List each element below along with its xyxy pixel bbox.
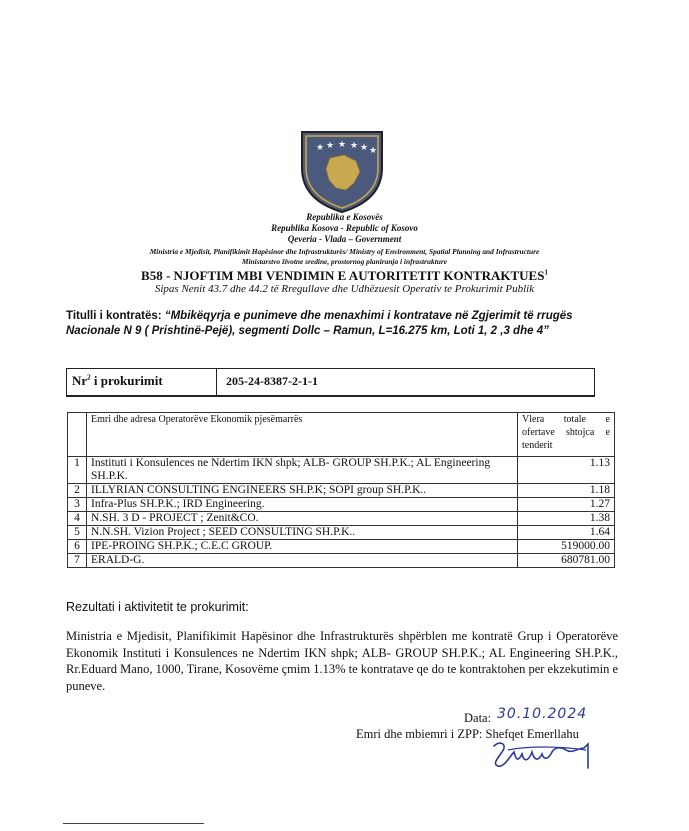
header-offer-value: Vlera totale e ofertave shtojca e tenderit	[518, 413, 615, 457]
table-row	[68, 498, 615, 512]
contract-title-text: “Mbikëqyrja e punimeve dhe menaxhimi i kontratave në Zgjerimit të rrugës Nacionale N 9 ( Prishtinë-Pejë), segmenti Dollc – Ramun, L=16.275 km, Loti 1, 2 ,3 dhe 4”	[66, 310, 573, 337]
operator-name: IPE-PROING SH.P.K.; C.E.C GROUP.	[87, 540, 518, 554]
operator-name: N.SH. 3 D - PROJECT ; Zenit&CO.	[87, 512, 518, 526]
nr-prefix: Nr	[72, 373, 88, 388]
header-republic-multilang: Republika Kosova - Republic of Kosovo	[271, 223, 418, 233]
offer-value: 1.64	[518, 526, 615, 540]
rules-reference: Sipas Nenit 43.7 dhe 44.2 të Rregullave dhe Udhëzuesit Operativ te Prokurimit Publik	[154, 283, 535, 295]
offer-value: 519000.00	[518, 540, 615, 554]
svg-text:★: ★	[325, 141, 335, 151]
handwritten-date: 30.10.2024	[497, 706, 588, 722]
header-operator-name: Emri dhe adresa Operatorëve Ekonomik pjesëmarrës	[87, 413, 518, 457]
svg-text:★: ★	[359, 143, 369, 153]
result-label: Rezultati i aktivitetit te prokurimit:	[66, 600, 249, 614]
footnote-separator	[63, 823, 204, 824]
table-row	[68, 554, 615, 568]
row-number: 5	[68, 526, 87, 540]
kosovo-coat-of-arms-icon	[296, 128, 388, 214]
date-label: Data:	[464, 711, 492, 725]
operator-name: N.N.SH. Vizion Project ; SEED CONSULTING SH.P.K..	[87, 526, 518, 540]
row-number: 6	[68, 540, 87, 554]
nr-suffix: i prokurimit	[90, 373, 163, 388]
offer-value: 680781.00	[518, 554, 615, 568]
header-republic-sq: Republika e Kosovës	[306, 212, 383, 222]
table-row	[68, 526, 615, 540]
row-number: 7	[68, 554, 87, 568]
table-header-row	[68, 413, 615, 457]
notice-title	[0, 268, 689, 284]
offer-value: 1.38	[518, 512, 615, 526]
signature-icon	[488, 738, 600, 770]
zpp-name: Shefqet Emerllahu	[485, 727, 579, 741]
table-row	[68, 540, 615, 554]
notice-title-text: B58 - NJOFTIM MBI VENDIMIN E AUTORITETIT KONTRAKTUES	[141, 268, 545, 283]
header-num-cell	[68, 413, 87, 457]
operator-name: Infra-Plus SH.P.K.; IRD Engineering.	[87, 498, 518, 512]
svg-text:★: ★	[368, 146, 378, 156]
operators-table	[67, 412, 615, 568]
header-ministry-sr: Ministarstvo životne sredine, prostornog planiranja i infrastrukture	[241, 257, 448, 266]
table-row	[68, 457, 615, 484]
result-text: Ministria e Mjedisit, Planifikimit Hapësinor dhe Infrastrukturës shpërblen me kontratë Grup i Operatorëve Ekonomik Instituti i Konsulences ne Ndertim IKN shpk; ALB- GROUP SH.P.K.; AL Engineering SH.P.K., Rr.Eduard Mano, 1000, Tirane, Kosovëme çmim 1.13% te kontratave qe do te kontraktohen per ekzekutimin e puneve.	[66, 629, 618, 693]
offer-value: 1.27	[518, 498, 615, 512]
operator-name: ILLYRIAN CONSULTING ENGINEERS SH.P.K; SOPI group SH.P.K..	[87, 484, 518, 498]
procurement-number-label	[72, 373, 163, 389]
footnote-marker: 1	[544, 268, 548, 277]
svg-text:★: ★	[337, 140, 347, 150]
offer-value: 1.18	[518, 484, 615, 498]
contract-title	[66, 309, 626, 338]
table-row	[68, 484, 615, 498]
operator-name: ERALD-G.	[87, 554, 518, 568]
svg-text:★: ★	[349, 141, 359, 151]
row-number: 2	[68, 484, 87, 498]
contract-title-label: Titulli i kontratës:	[66, 310, 162, 322]
row-number: 3	[68, 498, 87, 512]
offer-value: 1.13	[518, 457, 615, 484]
table-row	[68, 512, 615, 526]
procurement-number-value: 205-24-8387-2-1-1	[226, 374, 318, 388]
row-number: 4	[68, 512, 87, 526]
header-government: Qeveria - Vlada – Government	[287, 234, 402, 244]
nr-footnote: 2	[87, 373, 91, 382]
header-ministry: Ministria e Mjedisit, Planifikimit Hapësinor dhe Infrastrukturës/ Ministry of Environment, Spatial Planning and Infrastructure	[149, 247, 540, 256]
svg-text:★: ★	[315, 143, 325, 153]
operator-name: Instituti i Konsulences ne Ndertim IKN shpk; ALB- GROUP SH.P.K.; AL Engineering SH.P.K.	[87, 457, 518, 484]
procurement-divider	[216, 368, 217, 396]
zpp-label: Emri dhe mbiemri i ZPP:	[356, 727, 483, 741]
row-number: 1	[68, 457, 87, 484]
